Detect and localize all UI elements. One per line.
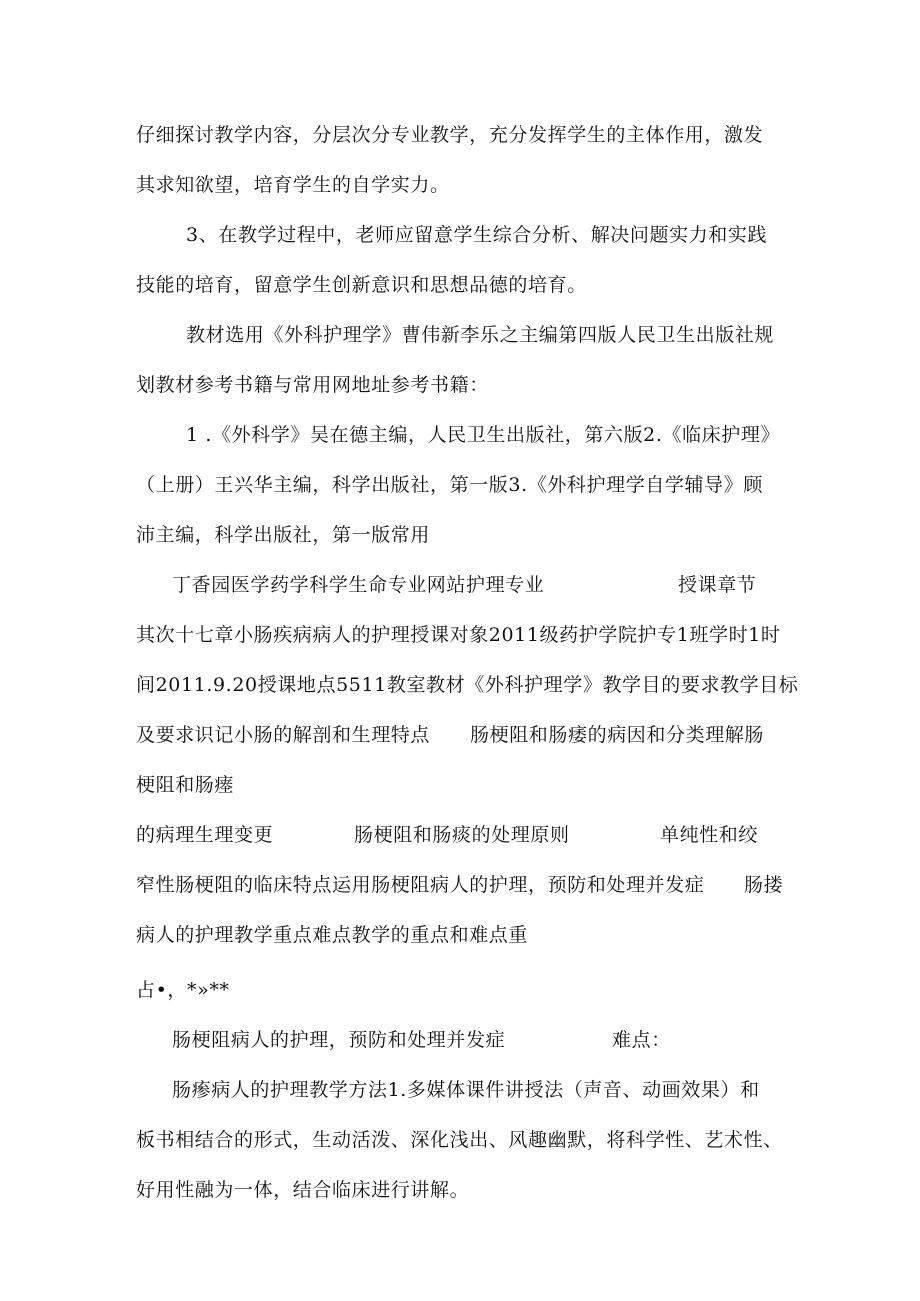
paragraph-line: 仔细探讨教学内容，分层次分专业教学，充分发挥学生的主体作用，激发 — [136, 124, 764, 146]
paragraph-line: （上册）王兴华主编，科学出版社，第一版3.《外科护理学自学辅导》顾 — [136, 474, 763, 496]
paragraph-segment: 单纯性和绞 — [660, 824, 759, 846]
paragraph-line: 教材选用《外科护理学》曹伟新李乐之主编第四版人民卫生出版社规 — [186, 324, 775, 346]
paragraph-line: 梗阻和肠瘗 — [136, 774, 235, 796]
paragraph-segment: 的病理生理变更 — [136, 824, 274, 846]
paragraph-segment: 丁香园医学药学科学生命专业网站护理专业 — [172, 574, 545, 596]
paragraph-segment: 肠搂 — [744, 874, 784, 896]
paragraph-line: 其求知欲望，培育学生的自学实力。 — [136, 174, 450, 196]
paragraph-line: 间2011.9.20授课地点5511教室教材《外科护理学》教学目的要求教学目标 — [136, 674, 799, 696]
paragraph-segment: 肠梗阻和肠痿的病因和分类理解肠 — [470, 724, 765, 746]
paragraph-line: 肠瘆病人的护理教学方法1.多媒体课件讲授法（声音、动画效果）和 — [172, 1079, 760, 1101]
paragraph-line: 划教材参考书籍与常用网地址参考书籍： — [136, 374, 489, 396]
paragraph-segment: 及要求识记小肠的解剖和生理特点 — [136, 724, 431, 746]
paragraph-segment: 肠梗阻病人的护理，预防和处理并发症 — [172, 1029, 506, 1051]
paragraph-segment: 授课章节 — [678, 574, 757, 596]
paragraph-line: 板书相结合的形式，生动活泼、深化浅出、风趣幽默，将科学性、艺术性、 — [136, 1129, 783, 1151]
paragraph-segment: 窄性肠梗阻的临床特点运用肠梗阻病人的护理，预防和处理并发症 — [136, 874, 705, 896]
paragraph-segment: 肠梗阻和肠痰的处理原则 — [354, 824, 570, 846]
paragraph-segment: 难点： — [612, 1029, 671, 1051]
paragraph-line: 好用性融为一体，结合临床进行讲解。 — [136, 1179, 470, 1201]
paragraph-line: 3、在教学过程中，老师应留意学生综合分析、解决问题实力和实践 — [186, 224, 768, 246]
paragraph-line: 1 .《外科学》吴在德主编，人民卫生出版社，第六版2.《临床护理》 — [186, 424, 781, 446]
paragraph-line: 病人的护理教学重点难点教学的重点和难点重 — [136, 924, 529, 946]
paragraph-line: 其次十七章小肠疾病病人的护理授课对象2011级药护学院护专1班学时1时 — [136, 624, 781, 646]
paragraph-line: 沛主编，科学出版社，第一版常用 — [136, 524, 431, 546]
paragraph-line: 占•，*»** — [136, 979, 230, 1001]
paragraph-line: 技能的培育，留意学生创新意识和思想品德的培育。 — [136, 274, 587, 296]
